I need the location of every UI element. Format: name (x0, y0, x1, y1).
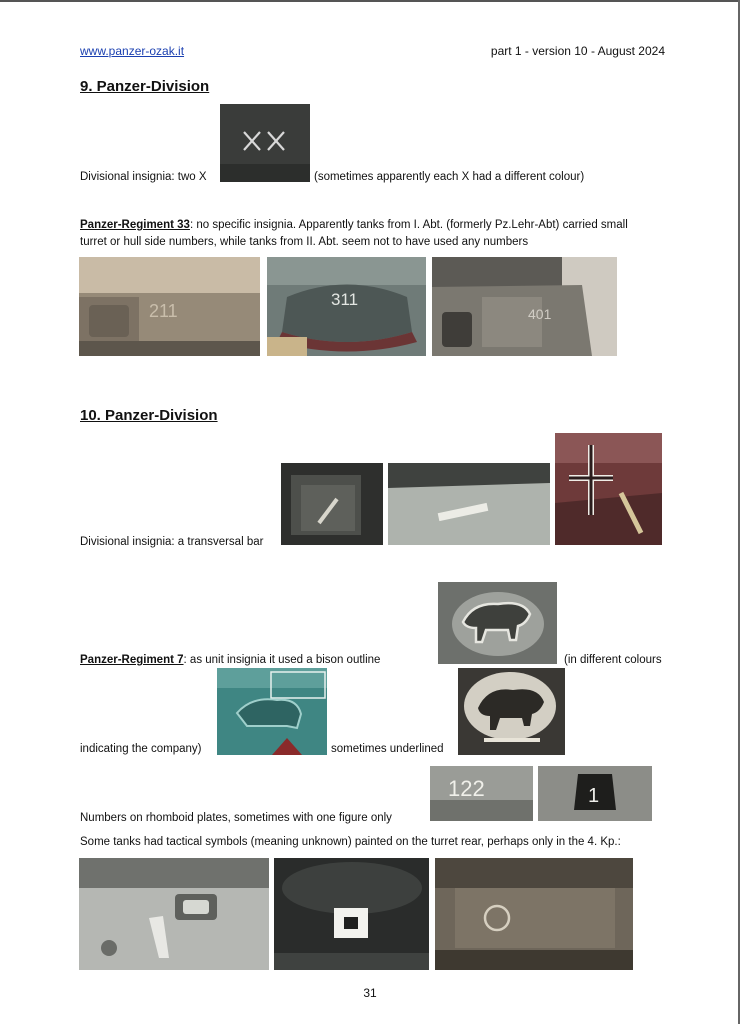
sec10-insignia-text: Divisional insignia: a transversal bar (80, 536, 264, 548)
photo-10pd-bar-1 (281, 463, 383, 545)
sec9-regiment-paragraph (80, 217, 690, 251)
photo-pr33-3 (432, 257, 617, 356)
page-top-border (0, 0, 740, 2)
photo-pr33-1 (79, 257, 260, 356)
photo-pr33-2 (267, 257, 426, 356)
sec10-underlined-text: sometimes underlined (331, 743, 444, 755)
photo-plate-122 (430, 766, 533, 821)
sec9-insignia-text: Divisional insignia: two X (80, 171, 207, 183)
sec9-regiment-text-1: : no specific insignia. Apparently tanks from I. Abt. (formerly Pz.Lehr-Abt) carried small (189, 219, 628, 231)
sec9-insignia-note: (sometimes apparently each X had a different colour) (314, 171, 585, 183)
panzer-regiment-7-label: Panzer-Regiment 7 (80, 654, 184, 666)
sec9-regiment-text-2: turret or hull side numbers, while tanks from II. Abt. seem not to have used any numbers (80, 236, 529, 248)
plate-number-122: 122 (448, 776, 485, 801)
photo-plate-1 (538, 766, 652, 821)
sec10-regiment-suffix: (in different colours (564, 654, 662, 666)
photo-10pd-bar-2 (388, 463, 550, 545)
photo-tactical-2 (274, 858, 429, 970)
photo-number-311: 311 (331, 290, 359, 309)
sec10-regiment-line (80, 652, 380, 669)
plate-number-1: 1 (588, 785, 600, 807)
photo-number-401: 401 (528, 306, 552, 322)
photo-number-211: 211 (149, 301, 178, 321)
photo-bison-underlined (458, 668, 565, 755)
section-10-title: 10. Panzer-Division (80, 407, 218, 424)
section-9-title: 9. Panzer-Division (80, 78, 210, 95)
site-link[interactable]: www.panzer-ozak.it (80, 44, 185, 58)
photo-tactical-1 (79, 858, 269, 970)
photo-9pd-xx-insignia (220, 104, 310, 182)
sec10-numbers-text: Numbers on rhomboid plates, sometimes with one figure only (80, 812, 392, 824)
page-number: 31 (363, 986, 377, 1000)
panzer-regiment-33-label: Panzer-Regiment 33 (80, 219, 190, 231)
sec10-regiment-text: : as unit insignia it used a bison outline (183, 654, 381, 666)
version-label: part 1 - version 10 - August 2024 (490, 44, 665, 58)
photo-bison-outline (438, 582, 557, 664)
photo-bison-teal (217, 668, 327, 755)
photo-10pd-bar-3 (555, 433, 662, 545)
sec10-tactical-text: Some tanks had tactical symbols (meaning unknown) painted on the turret rear, perhaps only in the 4. Kp.: (80, 836, 621, 848)
sec10-company-text: indicating the company) (80, 743, 202, 755)
photo-tactical-3 (435, 858, 633, 970)
